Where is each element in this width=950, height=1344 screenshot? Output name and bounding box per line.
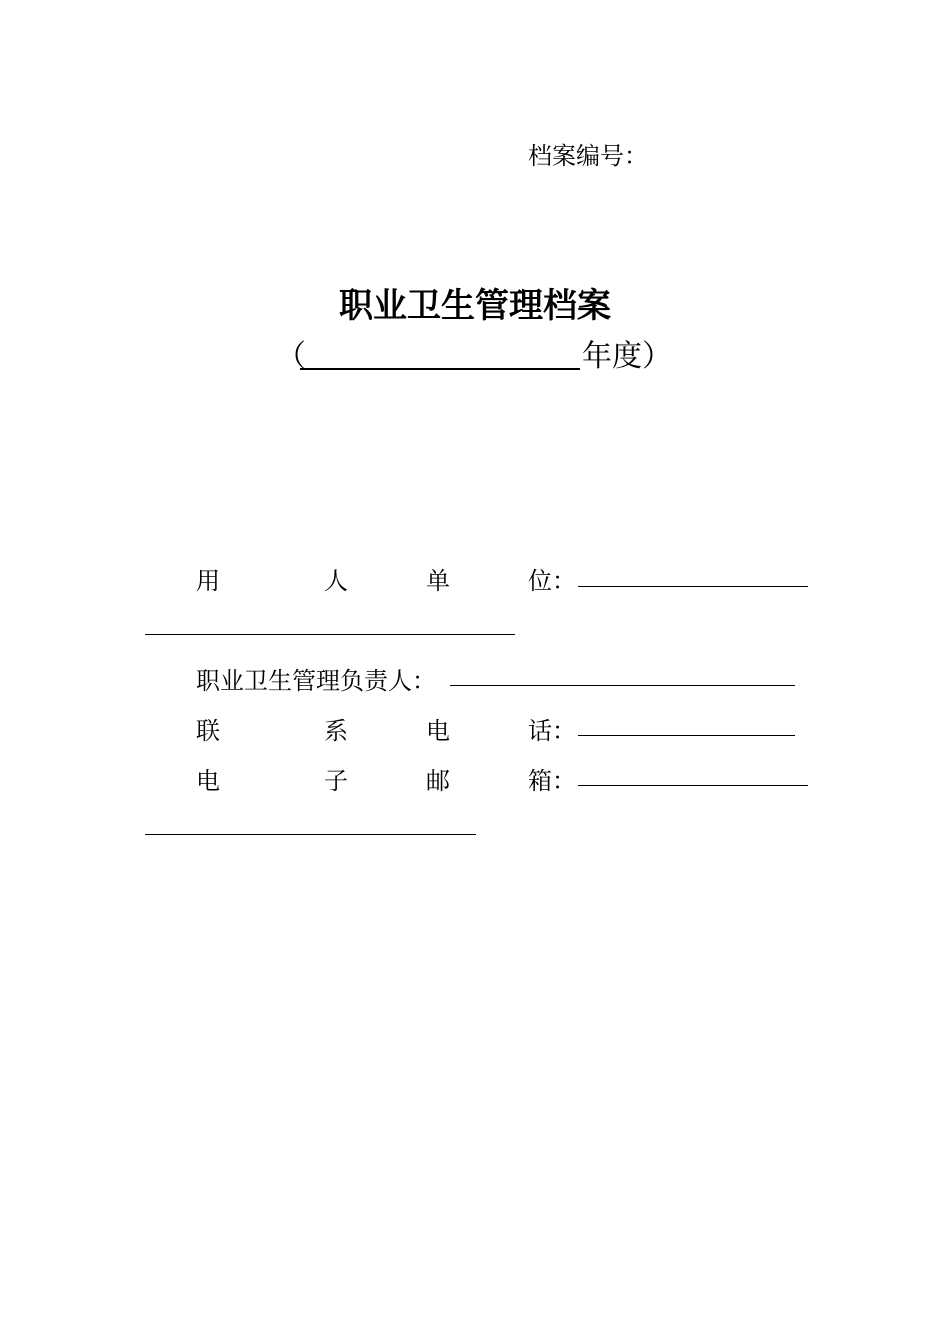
- email-label-char-1: 电: [196, 767, 220, 795]
- year-open-paren: （: [276, 339, 306, 374]
- email-label-char-2: 子: [324, 767, 348, 795]
- document-title: 职业卫生管理档案: [339, 286, 611, 326]
- email-blank-line[interactable]: [578, 785, 808, 786]
- phone-label-char-1: 联: [196, 717, 220, 745]
- phone-label-char-2: 系: [324, 717, 348, 745]
- email-label-char-4: 箱：: [528, 767, 576, 795]
- manager-blank-line[interactable]: [450, 685, 795, 686]
- employer-label-char-3: 单: [426, 567, 450, 595]
- phone-label-char-4: 话：: [528, 717, 576, 745]
- manager-label: 职业卫生管理负责人：: [196, 667, 436, 695]
- employer-label-char-2: 人: [324, 567, 348, 595]
- employer-blank-line[interactable]: [578, 586, 808, 587]
- employer-label-char-1: 用: [196, 567, 220, 595]
- email-label-char-3: 邮: [426, 767, 450, 795]
- phone-label-char-3: 电: [426, 717, 450, 745]
- employer-blank-line-continued[interactable]: [145, 634, 515, 635]
- employer-label-char-4: 位：: [528, 567, 576, 595]
- year-blank-line[interactable]: [300, 368, 580, 370]
- phone-blank-line[interactable]: [578, 735, 795, 736]
- archive-number-label: 档案编号：: [528, 142, 648, 170]
- year-suffix: 年度）: [582, 339, 672, 374]
- email-blank-line-continued[interactable]: [145, 834, 476, 835]
